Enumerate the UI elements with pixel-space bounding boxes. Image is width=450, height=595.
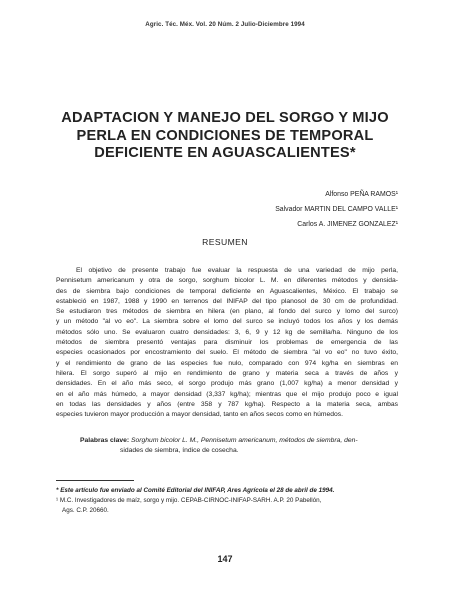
author-list	[275, 187, 398, 232]
abstract-line: densidades. En el año más seco, el sorgo produjo más grano (1,007 kg/ha) a menor densidad y	[56, 380, 398, 388]
abstract-line: Pennisetum americanum y otra de sorgo, sorghum bicolor L. M. en diferentes métodos y densida-	[56, 277, 398, 285]
title-line: PERLA EN CONDICIONES DE TEMPORAL	[76, 127, 374, 144]
abstract-line: en todas las densidades y años (entre 358 y 787 kg/ha). Respecto a la materia seca, ambas	[56, 400, 398, 408]
abstract-line: Se estudiaron tres métodos de siembra en hilera (en plano, al fondo del surco y lomo del surco)	[56, 308, 398, 316]
abstract-line: especies ocasionados por encostramiento del suelo. El método de siembra "al vo eo" no tuvo éxito,	[56, 349, 398, 357]
page-number: 147	[217, 554, 233, 564]
abstract-line: métodos sólo uno. Se evaluaron cuatro densidades: 3, 6, 9 y 12 kg de semilla/ha. Ninguno de los	[56, 328, 398, 336]
abstract-line: métodos de siembra presentó ventajas para disminuir los problemas de emergencia de las	[56, 339, 398, 347]
keywords-line	[80, 436, 400, 446]
abstract-line: estableció en 1987, 1988 y 1990 en terrenos del INIFAP del tipo planosol de 30 cm de profundidad.	[56, 297, 398, 305]
abstract-line: des de siembra bajo condiciones de temporal deficiente en Aguascalientes, México. El trabajo se	[56, 287, 398, 295]
section-heading-resumen: RESUMEN	[202, 237, 248, 247]
title-line: DEFICIENTE EN AGUASCALIENTES*	[94, 145, 356, 161]
footnotes	[56, 486, 398, 516]
footnote-affiliation: ¹ M.C. Investigadores de maíz, sorgo y mijo. CEPAB-CIRNOC-INIFAP-SARH. A.P. 20 Pabellón,	[56, 497, 322, 504]
keywords-label: Palabras clave:	[80, 437, 130, 444]
abstract-line: en el año más húmedo, a mayor densidad (3,337 kg/ha); mientras que el mijo produjo poco e igual	[56, 390, 398, 398]
abstract-line: y el rendimiento de grano de las especies fue nulo, comparado con 974 kg/ha en siembras en	[56, 359, 398, 367]
author: Salvador MARTIN DEL CAMPO VALLE¹	[275, 206, 398, 213]
abstract-body	[56, 266, 398, 420]
abstract-line: y un método "al vo eo". La siembra sobre el lomo del surco se incluyó todos los años y los demás	[56, 318, 398, 326]
journal-header: Agric. Téc. Méx. Vol. 20 Núm. 2 Julio-Diciembre 1994	[145, 21, 305, 28]
author: Carlos A. JIMENEZ GONZALEZ¹	[297, 221, 398, 228]
footnote-affiliation-cont: Ags. C.P. 20660.	[62, 507, 109, 514]
title-line: ADAPTACION Y MANEJO DEL SORGO Y MIJO	[61, 110, 389, 126]
keywords	[80, 436, 400, 457]
abstract-line: El objetivo de presente trabajo fue evaluar la respuesta de una variedad de mijo perla,	[76, 267, 398, 274]
article-title	[40, 110, 410, 163]
abstract-line: hilera. El sorgo superó al mijo en rendimiento de grano y materia seca a través de años y	[56, 369, 398, 377]
footnote-divider	[56, 480, 134, 481]
footnote-submission: * Este artículo fue enviado al Comité Editorial del INIFAP, Ares Agrícola el 28 de abril de 1994.	[56, 487, 335, 494]
abstract-line: especies tuvieron mayor producción a mayor densidad, tanto en años secos como en húmedos.	[56, 411, 344, 419]
author: Alfonso PEÑA RAMOS¹	[325, 191, 398, 198]
keywords-text: Sorghum bicolor L. M., Pennisetum americanum, métodos de siembra, den-	[129, 437, 358, 444]
keywords-line: sidades de siembra, índice de cosecha.	[120, 447, 239, 455]
